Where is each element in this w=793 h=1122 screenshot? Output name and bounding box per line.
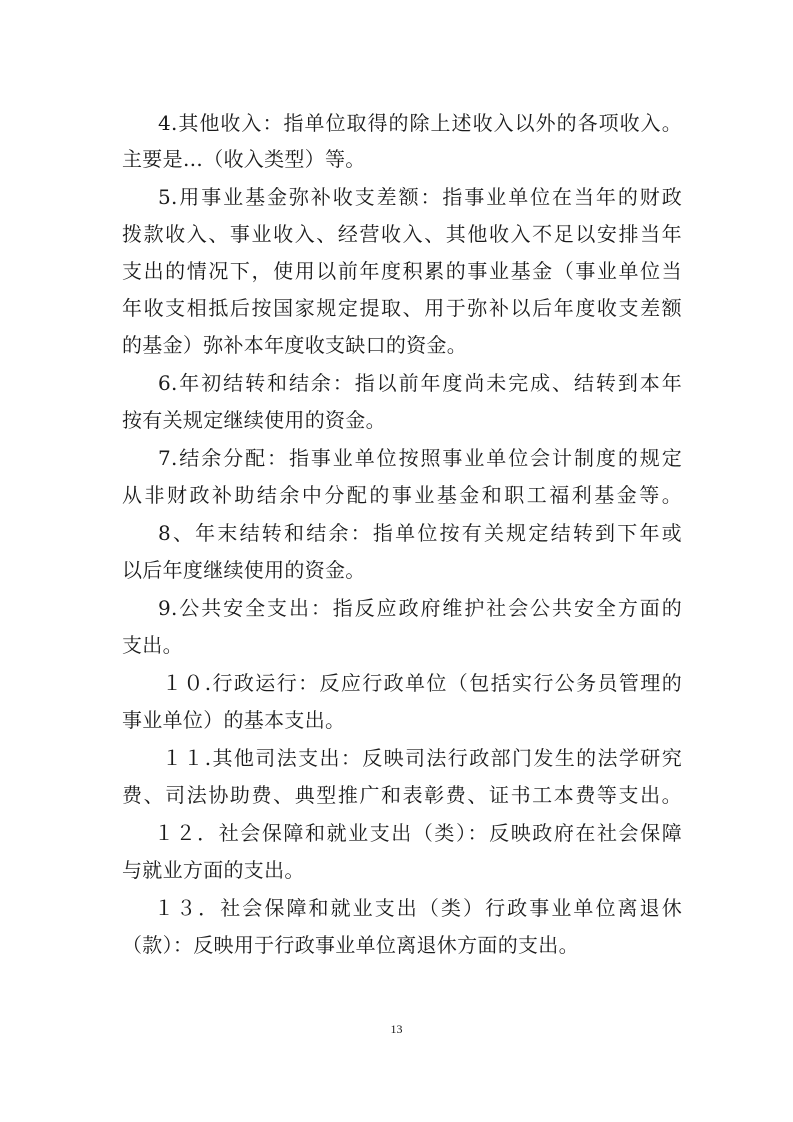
paragraph-public-security-line-2: 支出。: [122, 633, 183, 657]
paragraph-fund-offset-line-4: 年收支相抵后按国家规定提取、用于弥补以后年度收支差额: [122, 296, 682, 320]
paragraph-surplus-distribution-line-1: 7.结余分配：指事业单位按照事业单位会计制度的规定: [158, 446, 682, 470]
paragraph-carryover-start-line-2: 按有关规定继续使用的资金。: [122, 408, 386, 432]
page-number: 13: [390, 1022, 403, 1036]
paragraph-carryover-start-line-1: 6.年初结转和结余：指以前年度尚未完成、结转到本年: [158, 371, 682, 395]
paragraph-retirement-line-1: １３．社会保障和就业支出（类）行政事业单位离退休: [154, 896, 682, 920]
paragraph-carryover-end-line-2: 以后年度继续使用的资金。: [122, 558, 366, 582]
paragraph-income-other-line-2: 主要是…（收入类型）等。: [122, 147, 366, 171]
paragraph-social-security-line-2: 与就业方面的支出。: [122, 858, 305, 882]
paragraph-other-judicial-line-1: １１.其他司法支出：反映司法行政部门发生的法学研究: [162, 746, 682, 770]
paragraph-admin-operation-line-2: 事业单位）的基本支出。: [122, 708, 346, 732]
paragraph-admin-operation-line-1: １０.行政运行：反应行政单位（包括实行公务员管理的: [162, 671, 682, 695]
paragraph-fund-offset-line-3: 支出的情况下，使用以前年度积累的事业基金（事业单位当: [122, 259, 682, 283]
paragraph-income-other-line-1: 4.其他收入：指单位取得的除上述收入以外的各项收入。: [158, 111, 682, 135]
paragraph-fund-offset-line-1: 5.用事业基金弥补收支差额：指事业单位在当年的财政: [158, 185, 682, 209]
paragraph-fund-offset-line-5: 的基金）弥补本年度收支缺口的资金。: [122, 333, 468, 357]
paragraph-other-judicial-line-2: 费、司法协助费、典型推广和表彰费、证书工本费等支出。: [122, 783, 682, 807]
paragraph-fund-offset-line-2: 拨款收入、事业收入、经营收入、其他收入不足以安排当年: [122, 222, 682, 246]
paragraph-social-security-line-1: １２．社会保障和就业支出（类）：反映政府在社会保障: [154, 821, 682, 845]
paragraph-carryover-end-line-1: 8、年末结转和结余：指单位按有关规定结转到下年或: [158, 521, 682, 545]
paragraph-surplus-distribution-line-2: 从非财政补助结余中分配的事业基金和职工福利基金等。: [122, 483, 682, 507]
paragraph-public-security-line-1: 9.公共安全支出：指反应政府维护社会公共安全方面的: [158, 596, 682, 620]
paragraph-retirement-line-2: （款）：反映用于行政事业单位离退休方面的支出。: [122, 933, 579, 957]
